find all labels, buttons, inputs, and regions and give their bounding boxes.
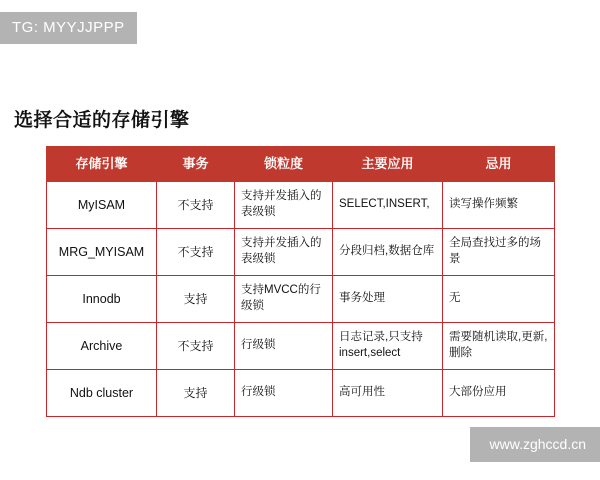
cell-avoid: 大部份应用 — [443, 370, 555, 417]
cell-lock: 支持并发插入的表级锁 — [235, 229, 333, 276]
cell-avoid: 无 — [443, 276, 555, 323]
table-row — [47, 229, 555, 276]
table-row — [47, 370, 555, 417]
cell-avoid: 读写操作频繁 — [443, 182, 555, 229]
table-body — [47, 182, 555, 417]
cell-engine: MyISAM — [47, 182, 157, 229]
cell-avoid: 需要随机读取,更新,删除 — [443, 323, 555, 370]
cell-usage: SELECT,INSERT, — [333, 182, 443, 229]
storage-engine-comparison-table — [46, 146, 555, 417]
column-header-transaction: 事务 — [157, 147, 235, 182]
cell-engine: MRG_MYISAM — [47, 229, 157, 276]
cell-transaction: 不支持 — [157, 182, 235, 229]
cell-lock: 行级锁 — [235, 370, 333, 417]
cell-engine: Ndb cluster — [47, 370, 157, 417]
cell-transaction: 不支持 — [157, 323, 235, 370]
column-header-avoid: 忌用 — [443, 147, 555, 182]
cell-usage: 高可用性 — [333, 370, 443, 417]
cell-transaction: 支持 — [157, 370, 235, 417]
cell-transaction: 支持 — [157, 276, 235, 323]
cell-lock: 支持并发插入的表级锁 — [235, 182, 333, 229]
column-header-lock-granularity: 锁粒度 — [235, 147, 333, 182]
table-header-row — [47, 147, 555, 182]
site-watermark-badge: www.zghccd.cn — [470, 427, 600, 462]
telegram-watermark-badge: TG: MYYJJPPP — [0, 12, 137, 44]
cell-avoid: 全局查找过多的场景 — [443, 229, 555, 276]
page-title: 选择合适的存储引擎 — [14, 110, 190, 131]
column-header-main-usage: 主要应用 — [333, 147, 443, 182]
cell-usage: 日志记录,只支持insert,select — [333, 323, 443, 370]
table-row — [47, 182, 555, 229]
cell-lock: 支持MVCC的行级锁 — [235, 276, 333, 323]
table-row — [47, 323, 555, 370]
cell-usage: 分段归档,数据仓库 — [333, 229, 443, 276]
table-header — [47, 147, 555, 182]
table-row — [47, 276, 555, 323]
cell-usage: 事务处理 — [333, 276, 443, 323]
cell-engine: Innodb — [47, 276, 157, 323]
cell-transaction: 不支持 — [157, 229, 235, 276]
cell-engine: Archive — [47, 323, 157, 370]
column-header-engine: 存储引擎 — [47, 147, 157, 182]
cell-lock: 行级锁 — [235, 323, 333, 370]
